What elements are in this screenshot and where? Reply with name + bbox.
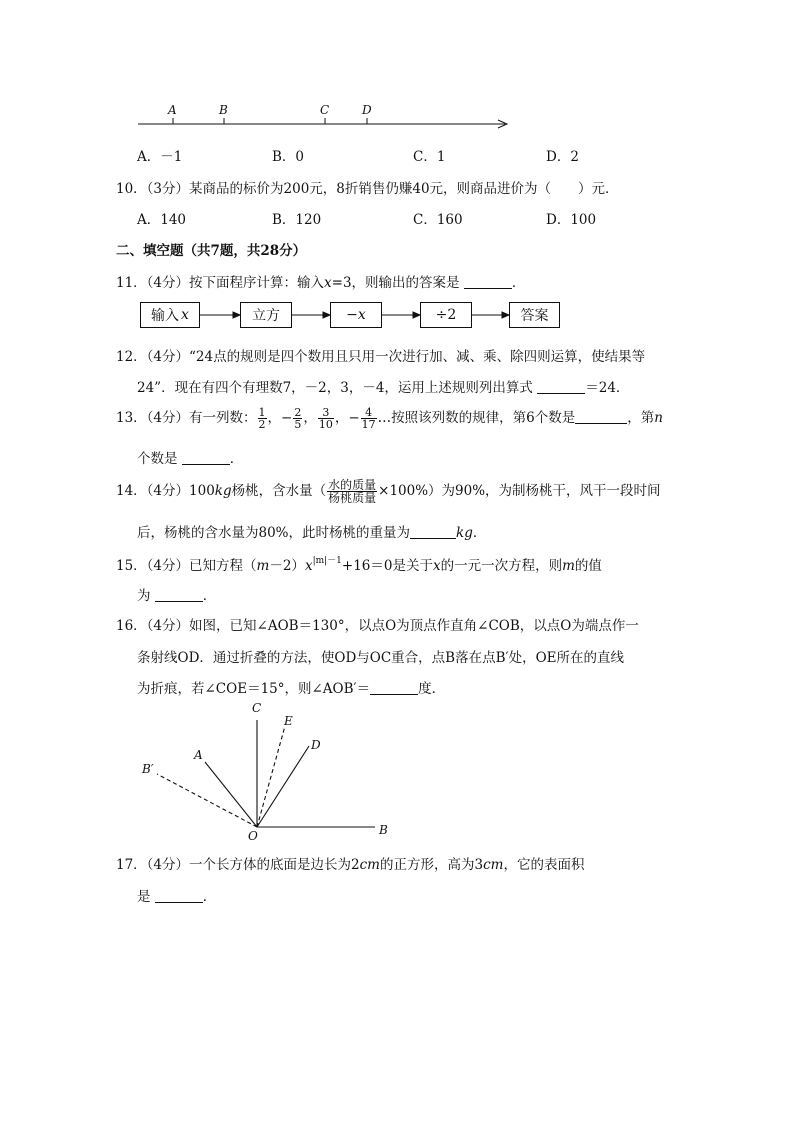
- q13-frac1-den: 2: [258, 418, 266, 431]
- flow-arrows: [200, 309, 510, 321]
- q10-choice-a[interactable]: A．140: [137, 212, 187, 228]
- q16-line3-pre: 为折痕，若∠COE＝15°，则∠AOB′＝: [137, 681, 371, 697]
- q13-fraction-1: [258, 407, 267, 430]
- q10-choice-d[interactable]: D．100: [546, 212, 597, 228]
- ray-od: [257, 746, 309, 827]
- q12-line1: 12．（4分）“24点的规则是四个数用且只用一次进行加、减、乘、除四则运算，使结果等: [116, 349, 646, 365]
- ray-oa: [205, 762, 257, 827]
- q12-line2: [137, 376, 629, 396]
- q9-choice-c[interactable]: C．1: [413, 149, 446, 165]
- q11-stem: [116, 271, 525, 291]
- label-c: C: [320, 103, 330, 117]
- section-title: 二、填空题（共7题，共28分）: [116, 243, 307, 259]
- q11-answer-blank[interactable]: [464, 274, 512, 289]
- q17-mid: 的正方形，高为3: [379, 857, 484, 873]
- q15-mid2: +16＝0是关于: [341, 558, 433, 574]
- flow-minus-var: x: [357, 307, 366, 323]
- q13-line1: 13．（4分）有一列数： $\frac{1}{2}$ ，− $\frac{2}{5}$ ， $\frac{3}{10}$ ，− $\frac{4}{17}$ …按照该列数的规律，第6个数是 ，第n: [116, 406, 663, 431]
- q16-line1: 16．（4分）如图，已知∠AOB＝130°，以点O为顶点作直角∠COB，以点O为端点作一: [116, 618, 639, 634]
- label-a: A: [168, 103, 177, 117]
- q15-line2: [137, 584, 216, 604]
- q13-frac3-den: 10: [318, 418, 333, 431]
- q15-line2-pre: 为: [137, 588, 151, 604]
- q17-line2: [137, 885, 216, 905]
- q14-kg: kg: [214, 483, 232, 499]
- q14-frac-den: 杨桃质量: [328, 491, 377, 505]
- q13-frac4-sign: −: [348, 410, 360, 426]
- q14-answer-blank[interactable]: [410, 524, 456, 539]
- label-b-prime: B′: [142, 762, 154, 776]
- q9-choice-b[interactable]: B．0: [272, 149, 305, 165]
- number-line-figure: [130, 98, 520, 134]
- q17-line2-post: ．: [202, 889, 217, 905]
- q17-cm: cm: [359, 857, 380, 873]
- q14-fraction: [327, 479, 377, 504]
- q13-fraction-4: [361, 407, 377, 430]
- q15-pre: 15．（4分）已知方程（: [116, 558, 257, 574]
- ray-ob-prime: [157, 774, 257, 827]
- label-c: C: [252, 701, 262, 715]
- q17-line2-pre: 是: [137, 889, 151, 905]
- q13-line2-pre: 个数是: [137, 451, 178, 467]
- q15-x2: x: [432, 558, 441, 574]
- q15-x: x: [304, 558, 313, 574]
- q14-line2-pre: 后，杨桃的含水量为80%，此时杨桃的重量为: [137, 525, 411, 541]
- q14-mid: 杨桃，含水量（: [231, 483, 327, 499]
- q16-line3: [137, 677, 445, 697]
- ray-oe: [257, 726, 285, 827]
- q15-exponent: |m|－1: [312, 556, 342, 566]
- label-d: D: [311, 738, 321, 752]
- q15-tail: 的值: [574, 558, 602, 574]
- q13-frac4-den: 17: [361, 418, 376, 431]
- q11-end: ．: [511, 275, 526, 291]
- q13-blank-1[interactable]: [575, 409, 627, 424]
- q13-frac1-num: 1: [258, 406, 266, 419]
- q13-n: n: [654, 410, 663, 426]
- q14-line2-post: ．: [472, 525, 487, 541]
- flow-minus-label: −: [346, 307, 358, 323]
- flow-input-var: x: [181, 307, 189, 323]
- q14-frac-num: 水的质量: [328, 478, 377, 492]
- flow-input-label: 输入: [151, 308, 180, 324]
- q14-post: ×100%）为90%，为制杨桃干，风干一段时间: [378, 483, 661, 499]
- q9-choice-a[interactable]: A．－1: [137, 149, 183, 165]
- q9-choices: [137, 145, 697, 165]
- label-d: D: [362, 103, 372, 117]
- q13-fraction-2: [293, 407, 302, 430]
- q15-line2-post: ．: [202, 588, 217, 604]
- q17-answer-blank[interactable]: [155, 888, 203, 903]
- q10-stem: 10．（3分）某商品的标价为200元，8折销售仍赚40元，则商品进价为（ ）元．: [116, 181, 619, 197]
- q17-line1: [116, 853, 584, 873]
- q13-frac4-num: 4: [361, 407, 377, 419]
- label-b: B: [379, 823, 388, 837]
- flow-box-answer: [509, 302, 560, 328]
- q15-mid3: 的一元一次方程，则: [440, 558, 563, 574]
- q17-pre: 17．（4分）一个长方体的底面是边长为2: [116, 857, 360, 873]
- q14-unit: kg: [456, 525, 473, 541]
- q10-choices: [137, 208, 697, 228]
- q16-answer-blank[interactable]: [370, 680, 418, 695]
- q15-answer-blank[interactable]: [155, 587, 203, 602]
- label-a: A: [194, 748, 203, 762]
- label-b: B: [219, 103, 228, 117]
- q13-pre: 13．（4分）有一列数：: [116, 410, 257, 426]
- q13-frac2-num: 2: [294, 406, 302, 419]
- angle-figure: [135, 698, 395, 844]
- q13-line2: [137, 447, 243, 467]
- q13-mid: …按照该列数的规律，第6个数是: [377, 410, 576, 426]
- q16-line2: 条射线OD．通过折叠的方法，使OD与OC重合，点B落在点B′处，OE所在的直线: [137, 650, 625, 666]
- q13-frac2-sign: −: [281, 410, 293, 426]
- q12-line2-pre: 24”．现在有四个有理数7，－2，3，－4，运用上述规则列出算式: [137, 380, 533, 396]
- q13-tail: ，第: [627, 410, 655, 426]
- q15-mid1: －2）: [269, 558, 305, 574]
- q10-choice-b[interactable]: B．120: [272, 212, 322, 228]
- q13-fraction-3: [318, 407, 334, 430]
- q16-line3-post: 度．: [418, 681, 446, 697]
- q11-stem-mid: =3，则输出的答案是: [331, 275, 460, 291]
- q14-line1: [116, 474, 661, 508]
- flow-box-input: [140, 302, 200, 328]
- q13-blank-2[interactable]: [182, 450, 230, 465]
- q15-line1: [116, 553, 602, 574]
- flow-answer-label: 答案: [520, 308, 549, 324]
- q9-choice-d[interactable]: D．2: [546, 149, 579, 165]
- q12-line2-post: ＝24．: [585, 380, 630, 396]
- q17-post: ，它的表面积: [503, 857, 585, 873]
- q11-stem-pre: 11．（4分）按下面程序计算：输入: [116, 275, 325, 291]
- q11-var: x: [324, 275, 332, 291]
- q15-m: m: [256, 558, 270, 574]
- flow-divide-label: ÷2: [435, 307, 457, 323]
- q13-frac2-den: 5: [294, 418, 302, 431]
- label-o: O: [248, 829, 258, 843]
- flow-cube-label: 立方: [252, 308, 280, 324]
- q10-choice-c[interactable]: C．160: [413, 212, 463, 228]
- q14-line2: [137, 521, 486, 541]
- q13-frac3-num: 3: [318, 407, 334, 419]
- q17-cm2: cm: [483, 857, 504, 873]
- q13-line2-post: ．: [229, 451, 244, 467]
- label-e: E: [284, 714, 293, 728]
- q14-pre: 14．（4分）100: [116, 483, 215, 499]
- q15-m2: m: [562, 558, 575, 574]
- q12-answer-blank[interactable]: [537, 379, 585, 394]
